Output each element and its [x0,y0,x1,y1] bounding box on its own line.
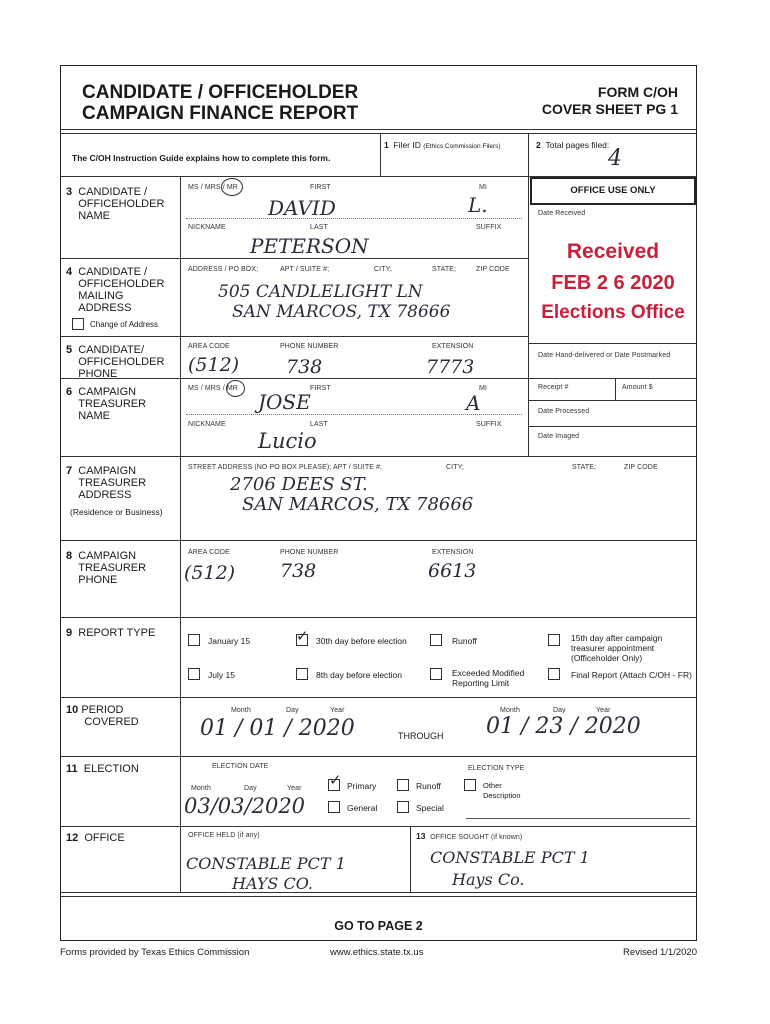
period-to-date[interactable]: 01 / 23 / 2020 [486,714,641,739]
section-7-label [66,465,146,501]
section-label-line: OFFICEHOLDER [78,356,165,368]
office-sought-line2[interactable]: Hays Co. [452,870,525,889]
date-processed-label: Date Processed [538,408,590,415]
section-label-line: ADDRESS [78,489,132,501]
section-label-line: NAME [78,210,111,222]
residence-or-business-note: (Residence or Business) [70,507,163,517]
city-label: CITY; [446,464,464,471]
form-id-line2: COVER SHEET PG 1 [541,101,678,117]
section-number: 2 [536,140,541,150]
8th-day-checkbox[interactable] [296,668,308,680]
day-label: Day [553,707,566,714]
divider [61,133,696,134]
section-number: 8 [66,550,73,562]
15th-day-label [571,633,662,663]
option-text-line: Other [483,781,502,790]
section-label-line: OFFICEHOLDER [78,198,165,210]
total-pages-text: Total pages filed: [545,140,610,150]
final-report-label: Final Report (Attach C/OH - FR) [571,670,692,680]
first-name-label: FIRST [310,184,331,191]
option-text-line: Description [483,791,521,800]
form-id-line1: FORM C/OH [597,84,678,100]
treasurer-first-name[interactable]: JOSE [258,390,311,414]
final-report-checkbox[interactable] [548,668,560,680]
ms-mrs-mr-label: MS / MRS / MR [188,385,238,392]
july-15-checkbox[interactable] [188,668,200,680]
section-label-line: REPORT TYPE [78,627,156,639]
filer-id-note: (Ethics Commission Filers) [423,143,501,150]
amount-label: Amount $ [622,384,653,391]
total-pages-value[interactable]: 4 [608,146,622,171]
day-label: Day [286,707,299,714]
last-name-label: LAST [310,224,328,231]
8th-day-label: 8th day before election [316,670,403,680]
elections-office-stamp: Elections Office [541,302,685,323]
through-label: THROUGH [398,731,444,741]
filer-id-label [384,140,501,152]
month-label: Month [191,785,211,792]
change-of-address-label: Change of Address [90,320,159,329]
runoff-election-checkbox[interactable] [397,779,409,791]
section-label-line: CAMPAIGN [78,465,137,477]
street-address-label: STREET ADDRESS (NO PO BOX PLEASE); APT / SUITE #; [188,464,383,471]
exceeded-limit-checkbox[interactable] [430,668,442,680]
section-label-line: PHONE [78,574,118,586]
candidate-address-line1[interactable]: 505 CANDLELIGHT LN [218,282,423,302]
option-text-line: Reporting Limit [452,678,510,688]
section-8-label [66,550,146,586]
divider [61,540,696,541]
section-12-label [66,832,125,844]
area-code-label: AREA CODE [188,549,230,556]
suffix-label: SUFFIX [476,421,502,428]
zip-label: ZIP CODE [476,266,510,273]
option-text-line: 15th day after campaign [571,633,663,643]
divider [615,378,616,400]
divider [61,896,696,897]
section-number: 13 [416,831,426,841]
last-name-label: LAST [310,421,328,428]
form-title-line2: CAMPAIGN FINANCE REPORT [82,103,359,124]
runoff-checkbox[interactable] [430,634,442,646]
section-label-line: OFFICEHOLDER [78,278,165,290]
section-label-line: TREASURER [78,562,147,574]
divider [61,456,528,457]
section-9-label [66,627,155,639]
section-4-label [66,266,164,314]
section-number: 4 [66,266,73,278]
phone-number-label: PHONE NUMBER [280,343,339,350]
filer-id-text: Filer ID [393,140,421,150]
mi-label: MI [479,385,487,392]
section-10-label [66,704,139,728]
area-code-label: AREA CODE [188,343,230,350]
section-label-line: ADDRESS [78,302,132,314]
office-held-line2[interactable]: HAYS CO. [232,874,313,893]
section-label-line: CANDIDATE/ [78,344,145,356]
section-label-line: MAILING [78,290,124,302]
treasurer-extension[interactable]: 6613 [428,560,477,582]
form-title-line1: CANDIDATE / OFFICEHOLDER [82,82,359,103]
go-to-page-2: GO TO PAGE 2 [334,919,423,933]
option-text-line: (Officeholder Only) [571,653,643,663]
checkmark-icon: ✓ [296,627,309,645]
office-sought-text: OFFICE SOUGHT (if known) [430,834,523,841]
divider [61,892,696,893]
divider [528,400,696,401]
office-held-line1[interactable]: CONSTABLE PCT 1 [186,854,346,873]
treasurer-last-name[interactable]: Lucio [258,429,317,453]
received-stamp: Received [566,240,660,263]
extension-label: EXTENSION [432,549,474,556]
section-5-label [66,344,164,380]
divider [61,617,696,618]
section-number: 6 [66,386,73,398]
divider [380,134,381,176]
date-hand-delivered-label: Date Hand-delivered or Date Postmarked [538,352,671,359]
candidate-first-name[interactable]: DAVID [268,196,336,220]
first-name-label: FIRST [310,385,331,392]
footer-website: www.ethics.state.tx.us [330,947,424,958]
month-label: Month [231,707,251,714]
section-label-line: OFFICE [84,832,125,844]
divider [528,426,696,427]
runoff-election-label: Runoff [416,781,441,791]
election-date-value[interactable]: 03/03/2020 [184,794,306,818]
divider [528,343,696,344]
nickname-label: NICKNAME [188,421,226,428]
divider [61,756,696,757]
section-number: 5 [66,344,73,356]
section-label-line: NAME [78,410,111,422]
divider [61,378,528,379]
dotted-separator [186,414,522,415]
year-label: Year [287,785,302,792]
option-text-line: treasurer appointment [571,643,655,653]
section-label-line: ELECTION [83,763,139,775]
zip-label: ZIP CODE [624,464,658,471]
date-imaged-label: Date Imaged [538,433,580,440]
section-label-line: CANDIDATE / [78,266,148,278]
section-number: 11 [66,763,78,775]
july-15-label: July 15 [208,670,235,680]
candidate-extension[interactable]: 7773 [426,356,475,378]
special-election-label: Special [416,803,444,813]
treasurer-address-line1[interactable]: 2706 DEES ST. [230,474,368,495]
treasurer-mi[interactable]: A [466,391,481,415]
divider [61,336,528,337]
office-sought-label [416,831,522,843]
section-label-line: TREASURER [78,398,147,410]
instructions-text: The C/OH Instruction Guide explains how to complete this form. [72,153,331,163]
candidate-address-line2[interactable]: SAN MARCOS, TX 78666 [232,302,451,322]
year-label: Year [330,707,345,714]
treasurer-phone-number[interactable]: 738 [280,560,317,582]
election-type-label: ELECTION TYPE [468,765,525,772]
state-label: STATE; [432,266,457,273]
candidate-mi[interactable]: L. [468,193,488,217]
total-pages-label [536,140,609,150]
date-received-label: Date Received [538,210,586,217]
suffix-label: SUFFIX [476,224,502,231]
section-6-label [66,386,146,422]
divider [528,176,529,456]
option-text-line: Exceeded Modified [452,668,525,678]
year-label: Year [596,707,611,714]
primary-label: Primary [347,781,377,791]
salutation-circle [226,380,245,397]
change-of-address-checkbox[interactable] [72,318,84,330]
15th-day-checkbox[interactable] [548,634,560,646]
runoff-label: Runoff [452,636,477,646]
divider [61,258,528,259]
section-label-line: COVERED [84,716,139,728]
phone-number-label: PHONE NUMBER [280,549,339,556]
section-label-line: PERIOD [81,704,124,716]
section-label-line: PHONE [78,368,118,380]
footer-left: Forms provided by Texas Ethics Commission [60,947,250,958]
divider [528,378,696,379]
section-number: 1 [384,140,389,150]
treasurer-area-code[interactable]: (512) [184,562,236,584]
divider [528,134,529,176]
january-15-label: January 15 [208,636,251,646]
january-15-checkbox[interactable] [188,634,200,646]
section-number: 10 [66,704,79,716]
period-from-date[interactable]: 01 / 01 / 2020 [200,716,355,741]
day-label: Day [244,785,257,792]
ms-mrs-mr-label: MS / MRS / MR [188,184,238,191]
other-description-label [483,781,521,801]
section-label-line: CAMPAIGN [78,386,137,398]
divider [61,129,696,130]
footer-revised: Revised 1/1/2020 [623,947,697,958]
received-stamp-date: FEB 2 6 2020 [551,272,675,294]
city-label: CITY; [374,266,392,273]
other-election-checkbox[interactable] [464,779,476,791]
state-label: STATE; [572,464,597,471]
receipt-label: Receipt # [538,384,569,391]
divider [528,456,696,457]
candidate-phone-number[interactable]: 738 [286,356,323,378]
nickname-label: NICKNAME [188,224,226,231]
general-label: General [347,803,378,813]
office-sought-line1[interactable]: CONSTABLE PCT 1 [430,848,590,867]
special-election-checkbox[interactable] [397,801,409,813]
section-3-label [66,186,164,222]
section-number: 7 [66,465,73,477]
section-number: 9 [66,627,73,639]
section-label-line: CANDIDATE / [78,186,148,198]
divider [61,697,696,698]
candidate-area-code[interactable]: (512) [188,354,240,376]
section-number: 12 [66,832,79,844]
dotted-separator [186,218,522,219]
office-held-label: OFFICE HELD (if any) [188,832,260,839]
election-date-label: ELECTION DATE [212,763,269,770]
divider [410,826,411,892]
treasurer-address-line2[interactable]: SAN MARCOS, TX 78666 [242,494,474,515]
checkmark-icon: ✓ [329,771,342,789]
salutation-circle [221,178,243,196]
section-11-label [66,763,139,775]
exceeded-limit-label [452,668,524,688]
address-label: ADDRESS / PO BOX; [188,266,259,273]
extension-label: EXTENSION [432,343,474,350]
candidate-last-name[interactable]: PETERSON [250,234,369,258]
section-label-line: CAMPAIGN [78,550,137,562]
section-label-line: TREASURER [78,477,147,489]
office-use-title: OFFICE USE ONLY [570,185,656,196]
divider [61,826,696,827]
30th-day-label: 30th day before election [316,636,407,646]
section-number: 3 [66,186,73,198]
general-checkbox[interactable] [328,801,340,813]
mi-label: MI [479,184,487,191]
divider [180,176,181,892]
month-label: Month [500,707,520,714]
apt-label: APT / SUITE #; [280,266,330,273]
other-description-line [466,818,690,819]
